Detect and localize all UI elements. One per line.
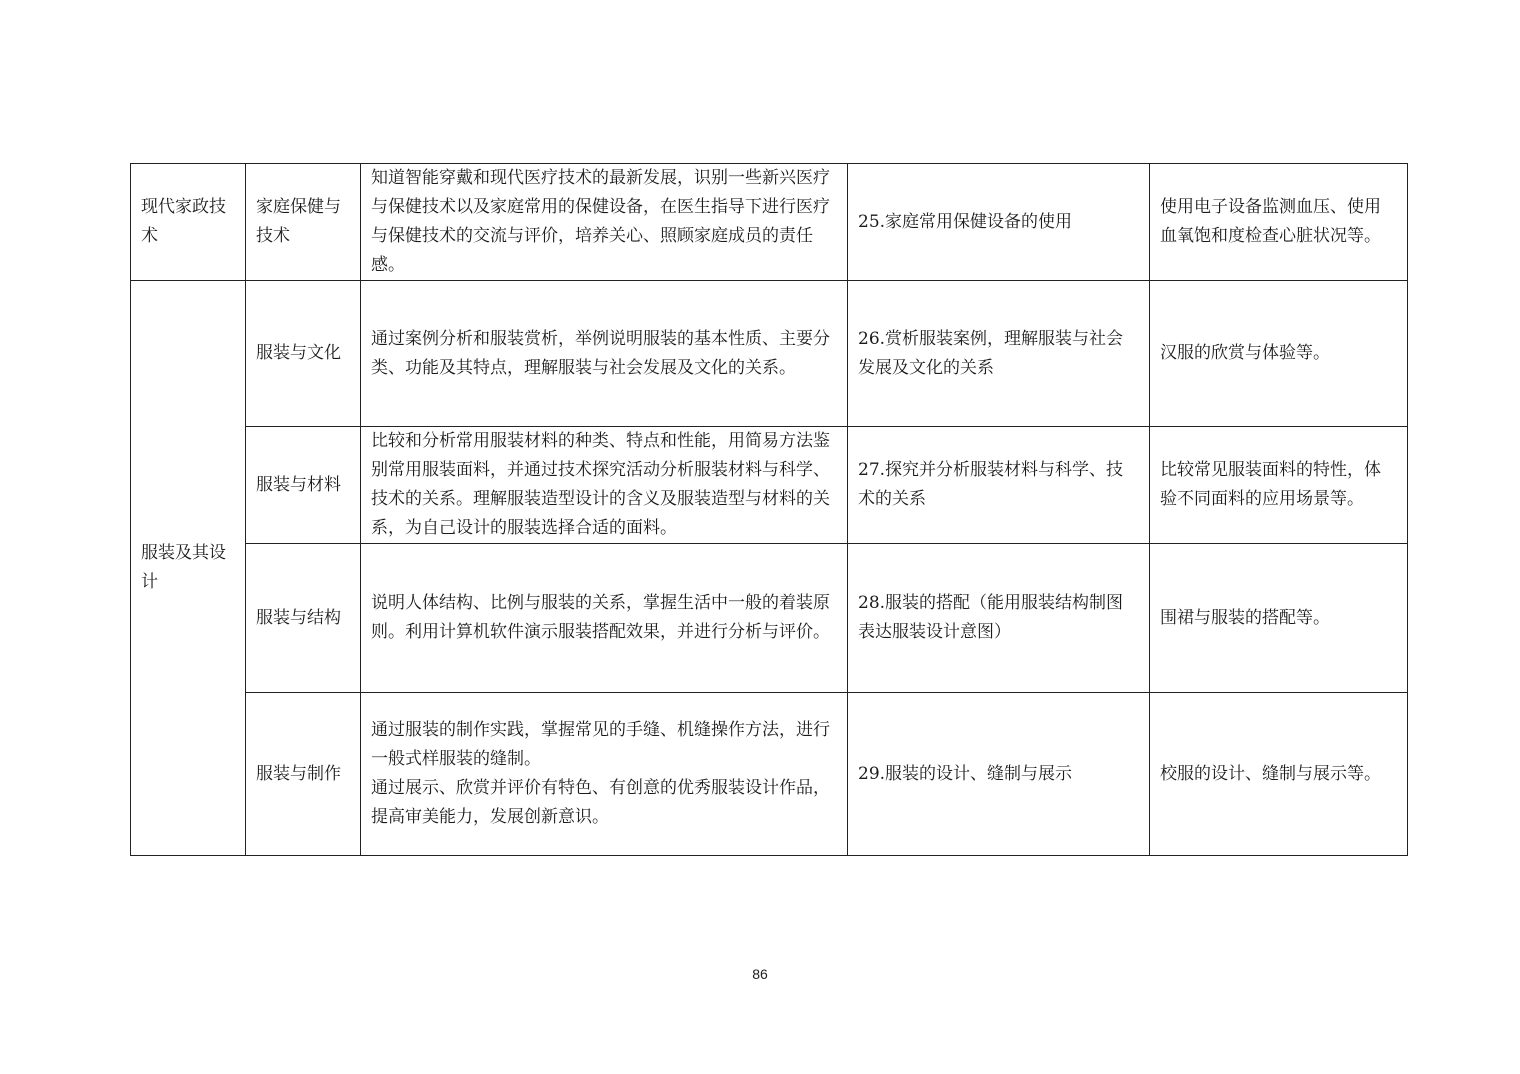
- requirement-cell: [361, 164, 848, 281]
- item-cell: 26.赏析服装案例，理解服装与社会发展及文化的关系: [848, 281, 1150, 427]
- item-cell: 27.探究并分析服装材料与科学、技术的关系: [848, 427, 1150, 544]
- activity-cell: 汉服的欣赏与体验等。: [1150, 281, 1408, 427]
- topic-cell: 现代家政技术: [131, 164, 246, 281]
- requirement-text: 比较和分析常用服装材料的种类、特点和性能，用简易方法鉴别常用服装面料，并通过技术探究活动分析服装材料与科学、技术的关系。理解服装造型设计的含义及服装造型与材料的关系，为自己设计的服装选择合适的面料。: [371, 431, 830, 538]
- item-cell: 28.服装的搭配（能用服装结构制图表达服装设计意图）: [848, 544, 1150, 693]
- requirement-text: 说明人体结构、比例与服装的关系，掌握生活中一般的着装原则。利用计算机软件演示服装搭配效果，并进行分析与评价。: [371, 593, 830, 642]
- requirement-text: 通过展示、欣赏并评价有特色、有创意的优秀服装设计作品，提高审美能力，发展创新意识。: [371, 778, 830, 827]
- subtopic-cell: 服装与结构: [246, 544, 361, 693]
- requirement-text: 知道智能穿戴和现代医疗技术的最新发展，识别一些新兴医疗与保健技术以及家庭常用的保健设备，在医生指导下进行医疗与保健技术的交流与评价，培养关心、照顾家庭成员的责任感。: [371, 168, 830, 275]
- activity-cell: 校服的设计、缝制与展示等。: [1150, 693, 1408, 856]
- table-row: [131, 281, 1408, 427]
- activity-cell: 比较常见服装面料的特性，体验不同面料的应用场景等。: [1150, 427, 1408, 544]
- page-number: 86: [752, 966, 768, 982]
- subtopic-cell: 服装与材料: [246, 427, 361, 544]
- requirement-text: 通过服装的制作实践，掌握常见的手缝、机缝操作方法，进行一般式样服装的缝制。: [371, 720, 830, 769]
- item-cell: 25.家庭常用保健设备的使用: [848, 164, 1150, 281]
- requirement-text: 通过案例分析和服装赏析，举例说明服装的基本性质、主要分类、功能及其特点，理解服装与社会发展及文化的关系。: [371, 328, 830, 378]
- table-row: [131, 693, 1408, 856]
- table-row: [131, 164, 1408, 281]
- item-cell: 29.服装的设计、缝制与展示: [848, 693, 1150, 856]
- curriculum-table: [130, 163, 1408, 856]
- requirement-cell: [361, 281, 848, 427]
- table-row: [131, 427, 1408, 544]
- table-row: [131, 544, 1408, 693]
- subtopic-cell: 家庭保健与技术: [246, 164, 361, 281]
- subtopic-cell: 服装与文化: [246, 281, 361, 427]
- activity-cell: 围裙与服装的搭配等。: [1150, 544, 1408, 693]
- requirement-cell: [361, 544, 848, 693]
- activity-cell: 使用电子设备监测血压、使用血氧饱和度检查心脏状况等。: [1150, 164, 1408, 281]
- topic-cell: 服装及其设计: [131, 281, 246, 856]
- subtopic-cell: 服装与制作: [246, 693, 361, 856]
- requirement-cell: [361, 693, 848, 856]
- requirement-cell: [361, 427, 848, 544]
